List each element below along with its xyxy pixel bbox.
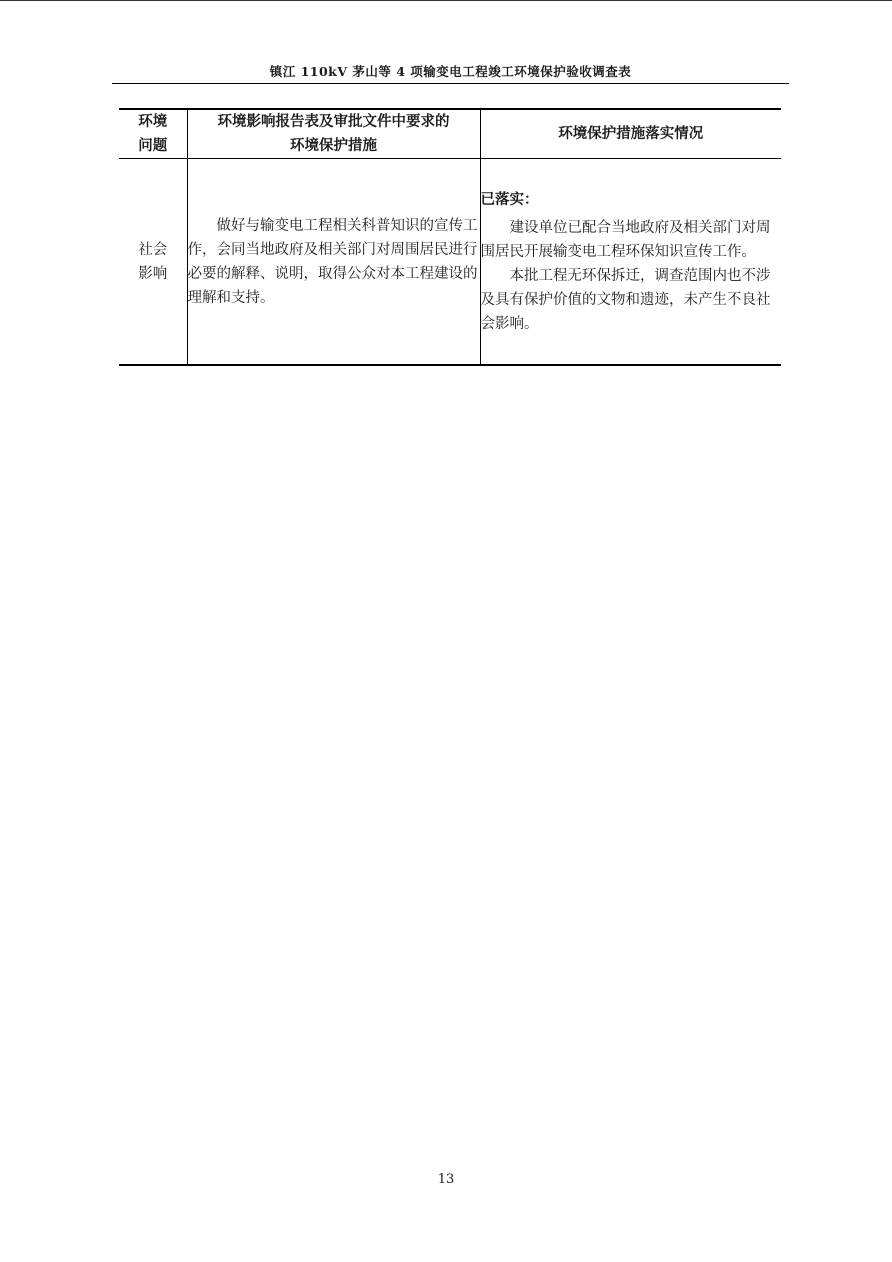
environmental-measures-table [119, 108, 781, 366]
column-header-requirement [187, 109, 480, 159]
page-number: 13 [437, 1172, 455, 1187]
column-header-requirement-line2: 环境保护措施 [290, 137, 377, 154]
column-header-issue [119, 109, 187, 159]
table-header-row [119, 109, 781, 159]
column-header-requirement-line1: 环境影响报告表及审批文件中要求的 [217, 113, 450, 130]
requirement-text: 做好与输变电工程相关科普知识的宣传工作，会同当地政府及相关部门对周围居民进行必要的解释、说明，取得公众对本工程建设的理解和支持。 [187, 217, 478, 306]
implementation-cell [480, 159, 781, 366]
page-top-border [0, 0, 892, 1]
column-header-issue-line1: 环境 [138, 113, 168, 130]
implementation-paragraph-1: 建设单位已配合当地政府及相关部门对周围居民开展输变电工程环保知识宣传工作。 [480, 219, 771, 260]
column-header-issue-line2: 问题 [138, 137, 168, 154]
issue-label-line2: 影响 [138, 265, 168, 282]
requirement-cell [187, 159, 480, 366]
table-row [119, 159, 781, 366]
column-header-implementation [480, 109, 781, 159]
implementation-paragraph-2: 本批工程无环保拆迁，调查范围内也不涉及具有保护价值的文物和遗迹，未产生不良社会影响。 [480, 267, 771, 332]
issue-label-line1: 社会 [138, 241, 168, 258]
implementation-status: 已落实： [480, 190, 539, 208]
column-header-implementation-label: 环境保护措施落实情况 [558, 125, 704, 142]
issue-cell [119, 159, 187, 366]
page-header-title: 镇江 110kV 茅山等 4 项输变电工程竣工环境保护验收调查表 [269, 64, 632, 79]
header-divider [112, 83, 789, 84]
